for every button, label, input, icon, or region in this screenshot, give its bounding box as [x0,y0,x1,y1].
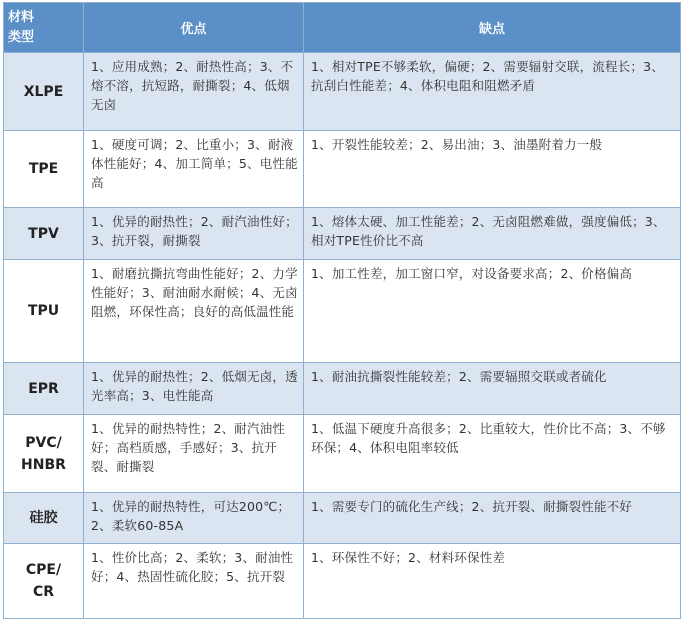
material-type-label-line1: PVC/ [25,434,62,451]
table-row [4,493,681,544]
material-type-cell [4,131,84,208]
pros-cell: 1、应用成熟；2、耐热性高；3、不熔不溶，抗短路，耐撕裂；4、低烟无卤 [84,53,304,131]
table-row [4,260,681,363]
material-type-label-line2: HNBR [21,456,66,473]
pros-cell: 1、优异的耐热特性，可达200℃；2、柔软60-85A [84,493,304,544]
cons-cell: 1、相对TPE不够柔软，偏硬；2、需要辐射交联，流程长；3、抗刮白性能差；4、体积电阻和阻燃矛盾 [304,53,681,131]
table-row [4,131,681,208]
header-material-type-line1: 材料 [8,9,35,25]
cons-cell: 1、低温下硬度升高很多；2、比重较大，性价比不高；3、不够环保；4、体积电阻率较低 [304,415,681,493]
material-type-cell [4,544,84,619]
material-type-label: EPR [28,380,59,397]
pros-cell: 1、性价比高；2、柔软；3、耐油性好；4、热固性硫化胶；5、抗开裂 [84,544,304,619]
table-row [4,363,681,415]
pros-cell: 1、耐磨抗撕抗弯曲性能好；2、力学性能好；3、耐油耐水耐候；4、无卤阻燃，环保性高；良好的高低温性能 [84,260,304,363]
table-row [4,544,681,619]
material-type-label: XLPE [23,83,64,100]
material-comparison-table [3,2,681,619]
cons-cell: 1、熔体太硬、加工性能差；2、无卤阻燃难做，强度偏低；3、相对TPE性价比不高 [304,208,681,260]
pros-cell: 1、优异的耐热性；2、低烟无卤，透光率高；3、电性能高 [84,363,304,415]
header-material-type-line2: 类型 [8,29,35,45]
header-pros: 优点 [84,3,304,53]
cons-cell: 1、加工性差，加工窗口窄，对设备要求高；2、价格偏高 [304,260,681,363]
cons-cell: 1、耐油抗撕裂性能较差；2、需要辐照交联或者硫化 [304,363,681,415]
material-comparison-table-container [3,2,681,619]
material-type-cell [4,363,84,415]
material-type-label: TPV [28,225,59,242]
pros-cell: 1、优异的耐热性；2、耐汽油性好；3、抗开裂，耐撕裂 [84,208,304,260]
material-type-label-line2: CR [32,584,55,600]
material-type-label-line1: CPE/ [25,562,62,578]
header-cons: 缺点 [304,3,681,53]
material-type-cell [4,53,84,131]
pros-cell: 1、硬度可调；2、比重小；3、耐液体性能好；4、加工简单；5、电性能高 [84,131,304,208]
material-type-label: TPE [28,161,59,177]
header-row [4,3,681,53]
pros-cell: 1、优异的耐热特性；2、耐汽油性好；高档质感，手感好；3、抗开裂、耐撕裂 [84,415,304,493]
cons-cell: 1、环保性不好；2、材料环保性差 [304,544,681,619]
header-material-type [4,3,84,53]
material-type-label: TPU [27,303,60,319]
material-type-cell [4,260,84,363]
cons-cell: 1、开裂性能较差；2、易出油；3、油墨附着力一般 [304,131,681,208]
material-type-cell [4,493,84,544]
material-type-cell [4,415,84,493]
material-type-label: 硅胶 [29,510,58,526]
cons-cell: 1、需要专门的硫化生产线；2、抗开裂、耐撕裂性能不好 [304,493,681,544]
table-row [4,208,681,260]
material-type-cell [4,208,84,260]
table-row [4,53,681,131]
table-row [4,415,681,493]
